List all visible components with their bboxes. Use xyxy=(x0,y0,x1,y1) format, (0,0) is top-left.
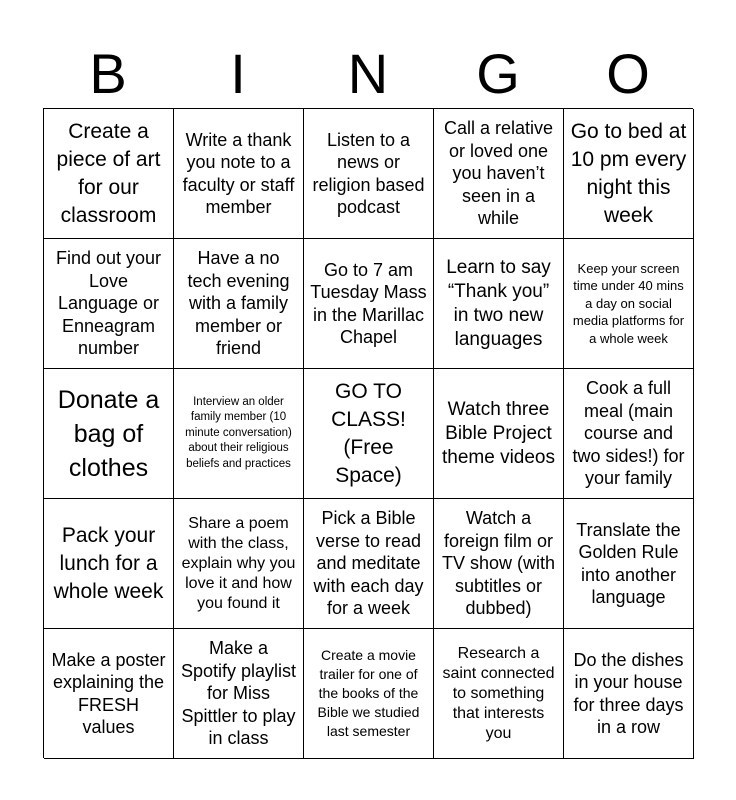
cell-text: Go to bed at 10 pm every night this week xyxy=(570,119,687,227)
bingo-cell[interactable] xyxy=(44,239,174,369)
bingo-board xyxy=(43,108,693,758)
bingo-cell[interactable] xyxy=(304,499,434,629)
cell-text: Watch three Bible Project theme videos xyxy=(441,398,555,468)
cell-text: GO TO CLASS! (Free Space) xyxy=(331,379,406,487)
bingo-cell[interactable] xyxy=(174,629,304,759)
header-letter-o: O xyxy=(606,42,650,105)
bingo-cell[interactable] xyxy=(304,629,434,759)
cell-text: Do the dishes in your house for three days in a row xyxy=(573,649,684,737)
cell-text: Watch a foreign film or TV show (with subtitles or dubbed) xyxy=(441,508,556,619)
header-letter-b: B xyxy=(89,42,127,105)
cell-text: Create a movie trailer for one of the books of the Bible we studied last semester xyxy=(317,647,420,739)
bingo-cell[interactable] xyxy=(174,109,304,239)
cell-text: Call a relative or loved one you haven’t seen in a while xyxy=(443,118,554,229)
cell-text: Make a Spotify playlist for Miss Spittler to play in class xyxy=(180,638,297,749)
cell-text: Write a thank you note to a faculty or staff member xyxy=(182,129,295,217)
cell-text: Have a no tech evening with a family member or friend xyxy=(187,248,290,359)
bingo-cell[interactable] xyxy=(564,629,694,759)
cell-text: Keep your screen time under 40 mins a day on social media platforms for a whole week xyxy=(572,260,685,346)
header-letter-n: N xyxy=(347,42,389,105)
cell-text: Donate a bag of clothes xyxy=(57,385,160,482)
cell-text: Cook a full meal (main course and two sides!) for your family xyxy=(572,378,685,489)
bingo-cell[interactable] xyxy=(304,239,434,369)
cell-text: Find out your Love Language or Enneagram number xyxy=(55,248,162,359)
bingo-cell[interactable] xyxy=(44,369,174,499)
header-letter-i: I xyxy=(230,42,246,105)
bingo-header xyxy=(43,40,693,108)
bingo-cell[interactable] xyxy=(174,369,304,499)
cell-text: Research a saint connected to something that interests you xyxy=(442,644,555,742)
cell-text: Go to 7 am Tuesday Mass in the Marillac Chapel xyxy=(310,259,427,347)
cell-text: Interview an older family member (10 minute conversation) about their religious beliefs and practices xyxy=(185,395,292,470)
cell-text: Listen to a news or religion based podcast xyxy=(312,129,425,217)
bingo-cell[interactable] xyxy=(44,499,174,629)
bingo-cell[interactable] xyxy=(564,499,694,629)
cell-text: Learn to say “Thank you” in two new languages xyxy=(446,256,551,350)
bingo-cell[interactable] xyxy=(434,109,564,239)
bingo-cell[interactable] xyxy=(564,239,694,369)
bingo-cell[interactable] xyxy=(174,239,304,369)
cell-text: Translate the Golden Rule into another language xyxy=(576,519,681,607)
cell-text: Make a poster explaining the FRESH values xyxy=(51,649,166,737)
bingo-cell[interactable] xyxy=(434,239,564,369)
bingo-cell[interactable] xyxy=(564,369,694,499)
bingo-cell[interactable] xyxy=(434,499,564,629)
cell-text: Pick a Bible verse to read and meditate with each day for a week xyxy=(313,508,424,619)
bingo-cell[interactable] xyxy=(564,109,694,239)
bingo-cell[interactable] xyxy=(304,109,434,239)
cell-text: Create a piece of art for our classroom xyxy=(56,119,161,227)
bingo-cell[interactable] xyxy=(44,109,174,239)
cell-text: Pack your lunch for a whole week xyxy=(53,523,164,603)
header-letter-g: G xyxy=(476,42,520,105)
bingo-cell[interactable] xyxy=(44,629,174,759)
free-space-cell[interactable] xyxy=(304,369,434,499)
bingo-cell[interactable] xyxy=(434,369,564,499)
bingo-cell[interactable] xyxy=(434,629,564,759)
bingo-cell[interactable] xyxy=(174,499,304,629)
cell-text: Share a poem with the class, explain why you love it and how you found it xyxy=(181,514,296,612)
